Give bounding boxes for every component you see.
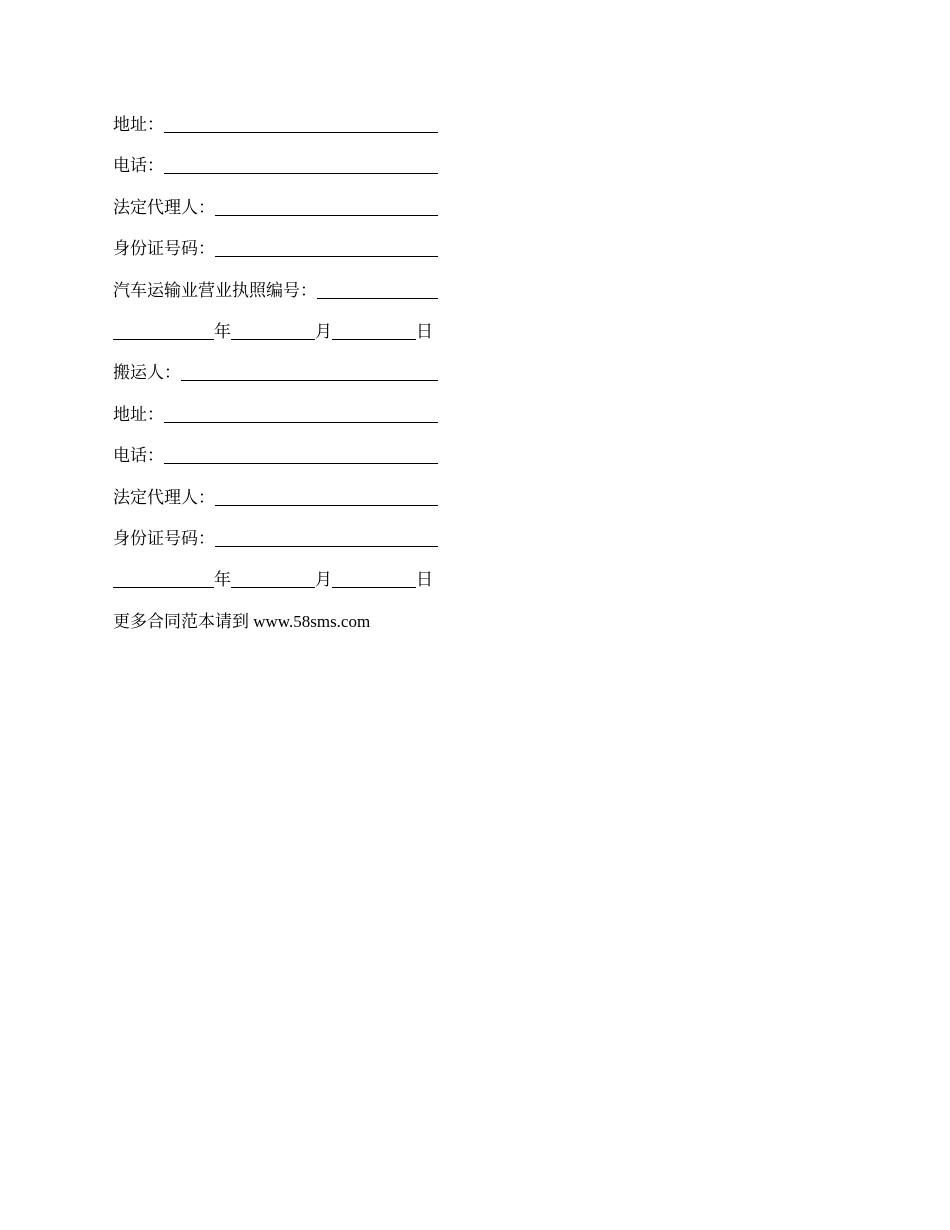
contract-signature-section [113, 107, 438, 634]
legal-rep-label: 法定代理人： [113, 487, 215, 507]
date-line-a [113, 303, 438, 344]
id-label: 身份证号码： [113, 528, 215, 548]
day-blank [332, 571, 416, 588]
month-label: 月 [315, 570, 332, 590]
address-line-a [113, 107, 438, 137]
license-line-a [113, 261, 438, 302]
phone-line-b [113, 427, 438, 468]
address-label: 地址： [113, 404, 164, 424]
carrier-line [113, 344, 438, 385]
legal-rep-blank [215, 199, 438, 216]
year-blank [113, 323, 214, 340]
legal-rep-line-b [113, 468, 438, 509]
legal-rep-label: 法定代理人： [113, 197, 215, 217]
month-label: 月 [315, 321, 332, 341]
phone-blank [164, 157, 438, 174]
legal-rep-line-a [113, 178, 438, 219]
year-label: 年 [214, 570, 231, 590]
carrier-blank [181, 364, 438, 381]
id-blank [215, 530, 438, 547]
month-blank [231, 323, 315, 340]
address-blank [164, 116, 438, 133]
phone-label: 电话： [113, 446, 164, 466]
legal-rep-blank [215, 489, 438, 506]
license-blank [317, 282, 438, 299]
footer-line [113, 592, 438, 633]
id-line-a [113, 220, 438, 261]
license-label: 汽车运输业营业执照编号： [113, 280, 317, 300]
date-line-b [113, 551, 438, 592]
phone-label: 电话： [113, 156, 164, 176]
year-blank [113, 571, 214, 588]
day-label: 日 [416, 321, 433, 341]
id-line-b [113, 510, 438, 551]
footer-text: 更多合同范本请到 www.58sms.com [113, 611, 371, 631]
year-label: 年 [214, 321, 231, 341]
phone-blank [164, 447, 438, 464]
address-label: 地址： [113, 115, 164, 134]
id-blank [215, 240, 438, 257]
address-blank [164, 406, 438, 423]
carrier-label: 搬运人： [113, 363, 181, 383]
day-label: 日 [416, 570, 433, 590]
day-blank [332, 323, 416, 340]
id-label: 身份证号码： [113, 239, 215, 259]
address-line-b [113, 385, 438, 426]
phone-line-a [113, 137, 438, 178]
month-blank [231, 571, 315, 588]
